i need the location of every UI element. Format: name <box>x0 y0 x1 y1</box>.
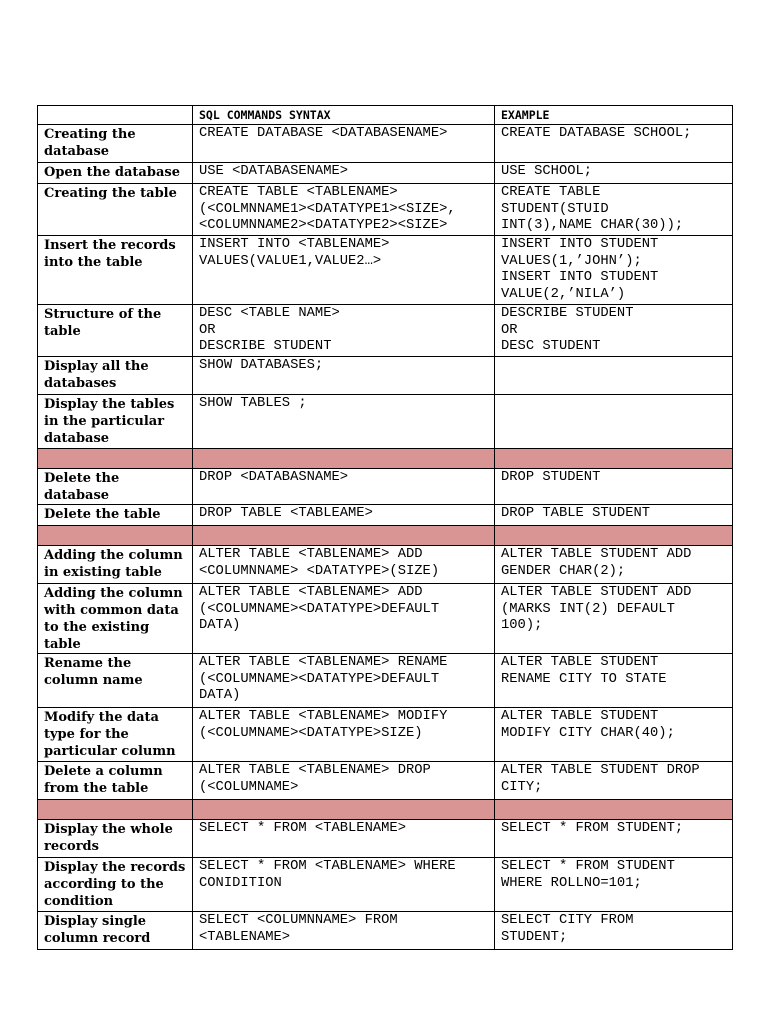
section-separator <box>38 526 733 546</box>
row-example: USE SCHOOL; <box>495 163 733 184</box>
row-label: Creating the table <box>38 184 193 236</box>
table-row <box>38 858 733 912</box>
row-label: Display the whole records <box>38 820 193 858</box>
row-label: Adding the column in existing table <box>38 546 193 584</box>
row-syntax: SHOW DATABASES; <box>193 357 495 395</box>
row-example: ALTER TABLE STUDENT ADD (MARKS INT(2) DEFAULT 100); <box>495 584 733 654</box>
row-example: CREATE DATABASE SCHOOL; <box>495 125 733 163</box>
table-row <box>38 163 733 184</box>
separator-cell <box>193 449 495 469</box>
row-label: Delete the database <box>38 469 193 505</box>
header-cell-syntax: SQL COMMANDS SYNTAX <box>193 106 495 125</box>
row-syntax: DROP <DATABASNAME> <box>193 469 495 505</box>
table-row <box>38 708 733 762</box>
separator-cell <box>495 800 733 820</box>
separator-cell <box>495 449 733 469</box>
table-row <box>38 584 733 654</box>
table-row <box>38 125 733 163</box>
row-syntax: CREATE DATABASE <DATABASENAME> <box>193 125 495 163</box>
header-cell-example: EXAMPLE <box>495 106 733 125</box>
row-example: DESCRIBE STUDENT OR DESC STUDENT <box>495 305 733 357</box>
row-syntax: CREATE TABLE <TABLENAME> (<COLMNNAME1><DATATYPE1><SIZE>, <COLUMNNAME2><DATATYPE2><SIZE> <box>193 184 495 236</box>
sql-commands-table <box>37 105 733 950</box>
row-syntax: SELECT <COLUMNNAME> FROM <TABLENAME> <box>193 912 495 950</box>
row-label: Display the tables in the particular database <box>38 395 193 449</box>
row-label: Rename the column name <box>38 654 193 708</box>
table-row <box>38 546 733 584</box>
row-label: Display the records according to the condition <box>38 858 193 912</box>
table-row <box>38 357 733 395</box>
table-row <box>38 820 733 858</box>
row-label: Insert the records into the table <box>38 236 193 305</box>
row-example: SELECT * FROM STUDENT; <box>495 820 733 858</box>
row-syntax: SELECT * FROM <TABLENAME> <box>193 820 495 858</box>
header-cell-label <box>38 106 193 125</box>
table-row <box>38 184 733 236</box>
header-row <box>38 106 733 125</box>
row-label: Structure of the table <box>38 305 193 357</box>
row-example: SELECT CITY FROM STUDENT; <box>495 912 733 950</box>
table-row <box>38 505 733 526</box>
row-example <box>495 395 733 449</box>
separator-cell <box>38 526 193 546</box>
row-syntax: DROP TABLE <TABLEAME> <box>193 505 495 526</box>
separator-cell <box>38 449 193 469</box>
table-row <box>38 762 733 800</box>
table-row <box>38 912 733 950</box>
row-example: ALTER TABLE STUDENT RENAME CITY TO STATE <box>495 654 733 708</box>
row-syntax: ALTER TABLE <TABLENAME> DROP (<COLUMNAME> <box>193 762 495 800</box>
row-syntax: ALTER TABLE <TABLENAME> ADD <COLUMNNAME> <DATATYPE>(SIZE) <box>193 546 495 584</box>
separator-cell <box>193 526 495 546</box>
table-row <box>38 236 733 305</box>
row-syntax: SHOW TABLES ; <box>193 395 495 449</box>
table-row <box>38 654 733 708</box>
table-row <box>38 469 733 505</box>
row-label: Display single column record <box>38 912 193 950</box>
row-label: Delete the table <box>38 505 193 526</box>
row-example: CREATE TABLE STUDENT(STUID INT(3),NAME CHAR(30)); <box>495 184 733 236</box>
row-syntax: ALTER TABLE <TABLENAME> RENAME (<COLUMNAME><DATATYPE>DEFAULT DATA) <box>193 654 495 708</box>
separator-cell <box>38 800 193 820</box>
row-example: INSERT INTO STUDENT VALUES(1,’JOHN’); INSERT INTO STUDENT VALUE(2,’NILA’) <box>495 236 733 305</box>
row-label: Display all the databases <box>38 357 193 395</box>
row-label: Open the database <box>38 163 193 184</box>
separator-cell <box>495 526 733 546</box>
row-syntax: INSERT INTO <TABLENAME> VALUES(VALUE1,VALUE2…> <box>193 236 495 305</box>
row-label: Creating the database <box>38 125 193 163</box>
separator-cell <box>193 800 495 820</box>
row-syntax: USE <DATABASENAME> <box>193 163 495 184</box>
row-label: Delete a column from the table <box>38 762 193 800</box>
table-row <box>38 395 733 449</box>
row-example: DROP TABLE STUDENT <box>495 505 733 526</box>
section-separator <box>38 449 733 469</box>
row-example: ALTER TABLE STUDENT MODIFY CITY CHAR(40); <box>495 708 733 762</box>
row-label: Adding the column with common data to the existing table <box>38 584 193 654</box>
table-row <box>38 305 733 357</box>
row-example: SELECT * FROM STUDENT WHERE ROLLNO=101; <box>495 858 733 912</box>
row-syntax: ALTER TABLE <TABLENAME> ADD (<COLUMNAME><DATATYPE>DEFAULT DATA) <box>193 584 495 654</box>
row-example <box>495 357 733 395</box>
row-example: ALTER TABLE STUDENT ADD GENDER CHAR(2); <box>495 546 733 584</box>
row-syntax: ALTER TABLE <TABLENAME> MODIFY (<COLUMNAME><DATATYPE>SIZE) <box>193 708 495 762</box>
section-separator <box>38 800 733 820</box>
row-example: ALTER TABLE STUDENT DROP CITY; <box>495 762 733 800</box>
row-label: Modify the data type for the particular column <box>38 708 193 762</box>
row-syntax: DESC <TABLE NAME> OR DESCRIBE STUDENT <box>193 305 495 357</box>
row-syntax: SELECT * FROM <TABLENAME> WHERE CONIDITION <box>193 858 495 912</box>
row-example: DROP STUDENT <box>495 469 733 505</box>
